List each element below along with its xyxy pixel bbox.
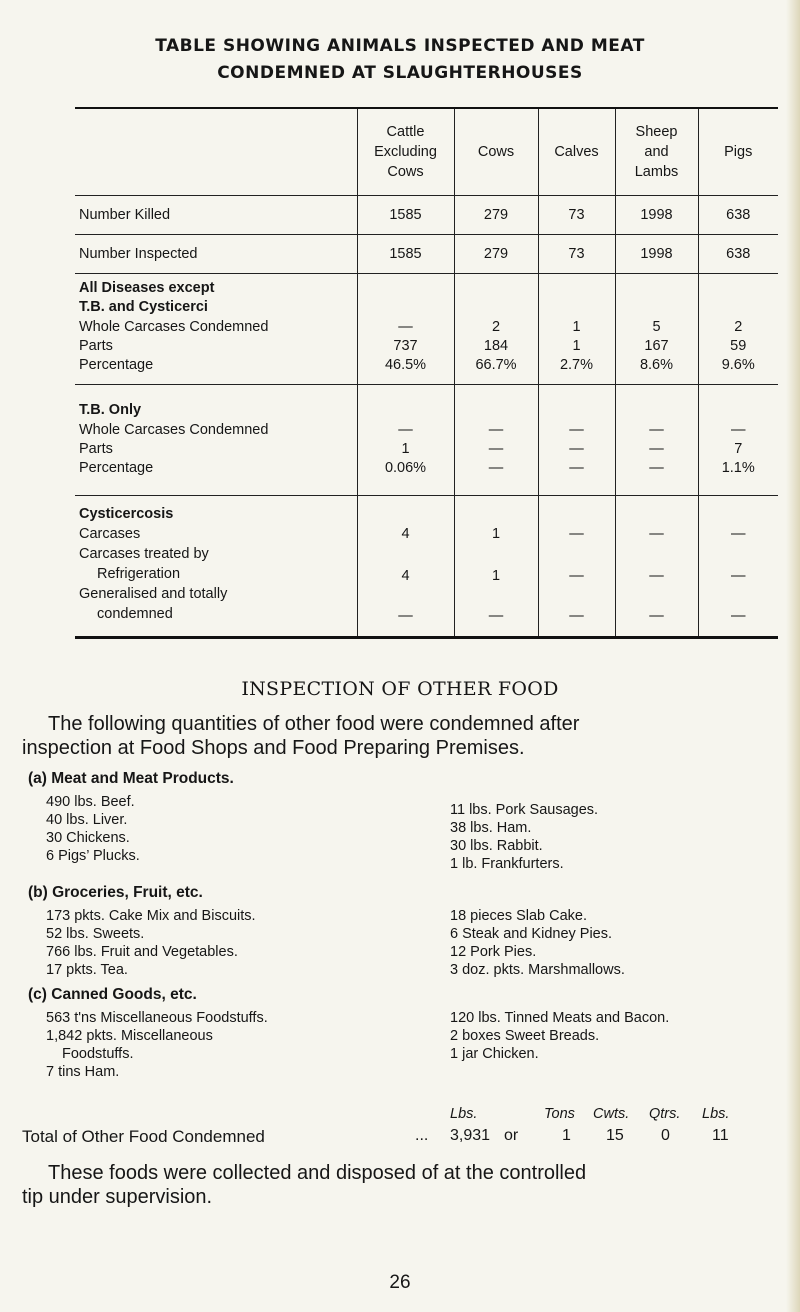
animals-inspected-table: [75, 107, 778, 639]
table-cell: 2: [734, 319, 743, 335]
total-or: or: [504, 1127, 519, 1144]
table-cell: —: [731, 568, 746, 584]
unit-cwts: Cwts.: [593, 1106, 630, 1122]
table-cell: —: [398, 608, 413, 624]
unit-lbs-2: Lbs.: [702, 1106, 730, 1122]
table-cell: —: [649, 441, 664, 457]
table-cell: 1998: [615, 196, 698, 235]
tb-only-section: [75, 385, 778, 496]
table-cell: 1: [491, 568, 501, 584]
table-cell: 59: [730, 338, 747, 354]
table-cell: —: [488, 460, 504, 476]
col-header-line: Pigs: [724, 144, 753, 160]
table-cell: 4: [401, 568, 410, 584]
table-cell: 0.06%: [384, 460, 427, 476]
row-label: Carcases: [79, 526, 141, 542]
calves-cell: [538, 385, 615, 496]
row-label: Percentage: [79, 460, 154, 476]
table-cell: 1: [572, 338, 581, 354]
cows-cell: [454, 385, 538, 496]
total-tons: 1: [562, 1127, 571, 1144]
unit-lbs: Lbs.: [450, 1106, 478, 1122]
list-item: 563 t'ns Miscellaneous Foodstuffs.: [46, 1010, 268, 1026]
section-a-heading: (a) Meat and Meat Products.: [28, 770, 234, 787]
list-item: 1 lb. Frankfurters.: [450, 856, 564, 872]
list-item: 490 lbs. Beef.: [46, 794, 135, 810]
col-header-line: Cows: [477, 144, 515, 160]
table-cell: 66.7%: [475, 357, 517, 373]
table-cell: 638: [698, 235, 778, 274]
table-cell: 4: [401, 526, 410, 542]
cattle-cell: [357, 274, 454, 385]
total-dots: ...: [415, 1127, 429, 1144]
col-header-line: and: [644, 144, 669, 160]
row-label: Number Killed: [75, 196, 357, 235]
unit-qtrs: Qtrs.: [649, 1106, 681, 1122]
table-cell: —: [488, 422, 504, 438]
table-cell: 1.1%: [721, 460, 755, 476]
closing-line-1: These foods were collected and disposed of at the controlled: [48, 1162, 587, 1184]
table-cell: —: [488, 441, 504, 457]
table-cell: —: [649, 460, 664, 476]
table-cell: 1585: [357, 235, 454, 274]
row-label: Generalised and totally: [79, 586, 228, 602]
table-cell: —: [649, 608, 664, 624]
list-item: 173 pkts. Cake Mix and Biscuits.: [46, 908, 256, 924]
row-label: Parts: [79, 441, 113, 457]
calves-cell: [538, 274, 615, 385]
number-inspected-row: [75, 235, 778, 274]
list-item: 11 lbs. Pork Sausages.: [450, 802, 599, 818]
section-c-heading: (c) Canned Goods, etc.: [28, 986, 197, 1003]
cows-cell: [454, 496, 538, 638]
inspection-heading: INSPECTION OF OTHER FOOD: [241, 678, 559, 700]
total-lbs2: 11: [712, 1127, 729, 1144]
table-cell: 1: [401, 441, 410, 457]
list-item: 1 jar Chicken.: [450, 1046, 539, 1062]
section-labels: [75, 274, 357, 385]
table-cell: —: [488, 608, 504, 624]
section-heading: T.B. and Cysticerci: [79, 299, 208, 315]
table-cell: 9.6%: [721, 357, 755, 373]
col-header-cows: [454, 108, 538, 196]
list-item: 30 Chickens.: [46, 830, 130, 846]
table-cell: —: [731, 422, 746, 438]
table-cell: 167: [644, 338, 669, 354]
header-blank: [75, 108, 357, 196]
list-item: 1,842 pkts. Miscellaneous: [46, 1028, 213, 1044]
table-title-line-2: CONDEMNED AT SLAUGHTERHOUSES: [217, 63, 583, 83]
list-item: 6 Pigs’ Plucks.: [46, 848, 140, 864]
page-edge-shadow: [786, 0, 800, 1312]
list-item: 766 lbs. Fruit and Vegetables.: [46, 944, 238, 960]
col-header-sheep: [615, 108, 698, 196]
unit-tons: Tons: [544, 1106, 575, 1122]
cows-cell: [454, 274, 538, 385]
row-label: Whole Carcases Condemned: [79, 422, 269, 438]
row-label: Carcases treated by: [79, 546, 209, 562]
cysticercosis-section: [75, 496, 778, 638]
list-item: 120 lbs. Tinned Meats and Bacon.: [450, 1010, 670, 1026]
list-item: 38 lbs. Ham.: [450, 820, 532, 836]
list-item: 6 Steak and Kidney Pies.: [450, 926, 613, 942]
row-label: Number Inspected: [75, 235, 357, 274]
row-label: Parts: [79, 338, 113, 354]
col-header-line: Lambs: [634, 164, 679, 180]
table-cell: —: [569, 441, 584, 457]
list-item: 30 lbs. Rabbit.: [450, 838, 543, 854]
section-heading: Cysticercosis: [79, 506, 174, 522]
table-cell: —: [649, 422, 664, 438]
table-cell: 73: [538, 235, 615, 274]
closing-line-2: tip under supervision.: [22, 1186, 213, 1208]
total-qtrs: 0: [661, 1127, 670, 1144]
col-header-line: Cattle: [386, 124, 425, 140]
section-heading: T.B. Only: [79, 402, 142, 418]
sheep-cell: [615, 274, 698, 385]
table-cell: —: [649, 526, 664, 542]
table-cell: 7: [734, 441, 743, 457]
list-item: 7 tins Ham.: [46, 1064, 120, 1080]
table-cell: 1585: [357, 196, 454, 235]
list-item: Foodstuffs.: [62, 1046, 134, 1062]
table-cell: —: [398, 319, 413, 335]
table-cell: —: [649, 568, 664, 584]
header-row: [75, 108, 778, 196]
table-cell: —: [569, 460, 584, 476]
number-killed-row: [75, 196, 778, 235]
page-number: 26: [389, 1272, 411, 1293]
table-cell: 2.7%: [559, 357, 594, 373]
table-cell: 1: [572, 319, 581, 335]
table-cell: 73: [538, 196, 615, 235]
list-item: 40 lbs. Liver.: [46, 812, 128, 828]
intro-line-2: inspection at Food Shops and Food Preparing Premises.: [22, 737, 525, 759]
table-title-line-1: TABLE SHOWING ANIMALS INSPECTED AND MEAT: [155, 36, 645, 56]
list-item: 17 pkts. Tea.: [46, 962, 128, 978]
section-b-heading: (b) Groceries, Fruit, etc.: [28, 884, 203, 901]
pigs-cell: [698, 274, 778, 385]
table-cell: —: [569, 608, 584, 624]
col-header-line: Calves: [554, 144, 599, 160]
all-diseases-section: [75, 274, 778, 385]
col-header-pigs: [698, 108, 778, 196]
sheep-cell: [615, 385, 698, 496]
pigs-cell: [698, 496, 778, 638]
total-cwts: 15: [606, 1127, 624, 1144]
row-label: condemned: [97, 606, 173, 622]
total-label: Total of Other Food Condemned: [22, 1127, 265, 1146]
list-item: 18 pieces Slab Cake.: [450, 908, 588, 924]
pigs-cell: [698, 385, 778, 496]
table-cell: 279: [454, 196, 538, 235]
total-lbs: 3,931: [450, 1127, 491, 1144]
table-cell: 46.5%: [384, 357, 427, 373]
col-header-line: Cows: [387, 164, 424, 180]
row-label: Refrigeration: [97, 566, 181, 582]
list-item: 12 Pork Pies.: [450, 944, 537, 960]
table-cell: —: [569, 526, 584, 542]
col-header-line: Sheep: [635, 124, 678, 140]
intro-line-1: The following quantities of other food were condemned after: [48, 713, 580, 735]
cattle-cell: [357, 385, 454, 496]
calves-cell: [538, 496, 615, 638]
table-cell: 2: [491, 319, 501, 335]
list-item: 52 lbs. Sweets.: [46, 926, 145, 942]
col-header-cattle: [357, 108, 454, 196]
table-cell: 1: [491, 526, 501, 542]
sheep-cell: [615, 496, 698, 638]
col-header-calves: [538, 108, 615, 196]
table-cell: —: [731, 608, 746, 624]
list-item: 3 doz. pkts. Marshmallows.: [450, 962, 625, 978]
section-heading: All Diseases except: [79, 280, 215, 296]
col-header-line: Excluding: [374, 144, 437, 160]
section-labels: [75, 385, 357, 496]
table-cell: 737: [393, 338, 418, 354]
table-cell: —: [569, 422, 584, 438]
row-label: Whole Carcases Condemned: [79, 319, 269, 335]
table-cell: 184: [483, 338, 509, 354]
row-label: Percentage: [79, 357, 154, 373]
table-cell: —: [569, 568, 584, 584]
table-cell: 1998: [615, 235, 698, 274]
cattle-cell: [357, 496, 454, 638]
table-cell: 5: [652, 319, 661, 335]
table-cell: 279: [454, 235, 538, 274]
section-labels: [75, 496, 357, 638]
table-cell: —: [731, 526, 746, 542]
list-item: 2 boxes Sweet Breads.: [450, 1028, 600, 1044]
table-cell: 8.6%: [639, 357, 674, 373]
table-cell: —: [398, 422, 413, 438]
table-cell: 638: [698, 196, 778, 235]
